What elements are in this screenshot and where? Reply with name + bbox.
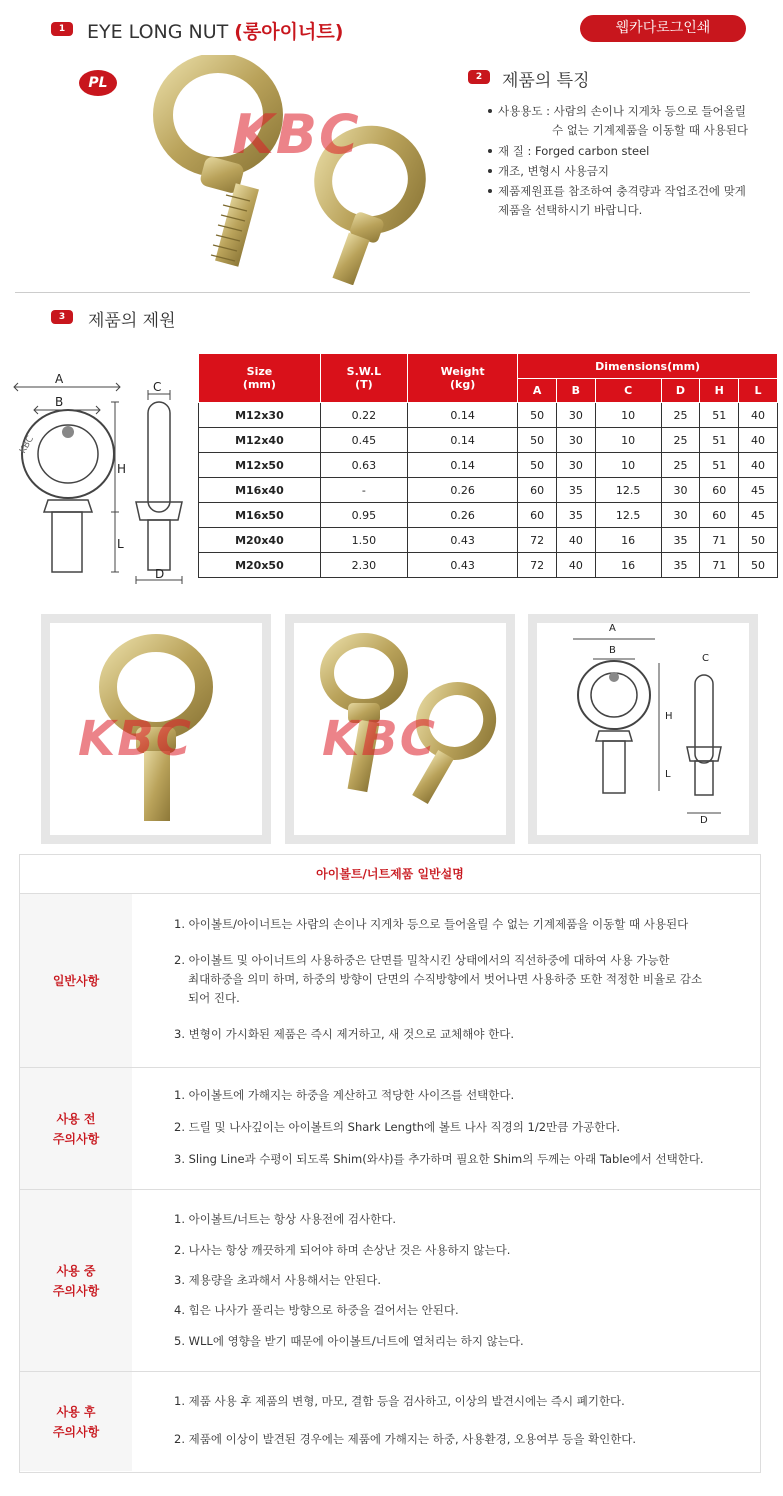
table-cell: 72 — [518, 553, 557, 578]
list-item: 1. 제품 사용 후 제품의 변형, 마모, 결함 등을 검사하고, 이상의 발견시에는 즉시 폐기한다. — [174, 1394, 625, 1408]
dim-label-l: L — [665, 769, 671, 780]
feature-item — [488, 163, 609, 179]
dim-label-a: A — [609, 623, 616, 634]
product-photo — [130, 55, 430, 285]
feature-item — [488, 183, 746, 218]
list-item: 1. 아이볼트에 가해지는 하중을 계산하고 적당한 사이즈를 선택한다. — [174, 1088, 515, 1102]
table-cell: 0.45 — [320, 428, 407, 453]
table-cell: 40 — [556, 528, 595, 553]
list-item: 3. 제용량을 초과해서 사용해서는 안된다. — [174, 1273, 381, 1287]
dim-label-d: D — [155, 567, 165, 581]
table-cell: 35 — [661, 553, 700, 578]
table-cell: 10 — [595, 453, 661, 478]
general-description — [19, 854, 761, 1473]
dim-label-c: C — [153, 380, 162, 394]
section-after-use — [20, 1372, 760, 1471]
table-cell: 51 — [700, 403, 739, 428]
table-cell: 50 — [739, 528, 778, 553]
watermark-kbc: KBC — [78, 711, 194, 767]
feature-item — [488, 143, 649, 159]
table-cell: 0.26 — [408, 503, 518, 528]
col-b: B — [556, 379, 595, 403]
table-cell: 40 — [739, 453, 778, 478]
table-cell: 30 — [661, 503, 700, 528]
table-cell: 51 — [700, 428, 739, 453]
dim-label-c: C — [702, 653, 709, 664]
dim-label-h: H — [117, 462, 127, 476]
table-cell: 50 — [518, 403, 557, 428]
table-cell: 0.14 — [408, 428, 518, 453]
general-title: 아이볼트/너트제품 일반설명 — [20, 855, 760, 894]
feature-item — [488, 103, 748, 138]
table-cell: M12x50 — [199, 453, 321, 478]
table-row — [199, 478, 778, 503]
photo-box-1 — [41, 614, 271, 844]
web-catalog-print-button[interactable]: 웹카다로그인쇄 — [580, 15, 746, 42]
table-cell: 71 — [700, 528, 739, 553]
dim-label-a: A — [55, 372, 64, 386]
dim-label-b: B — [609, 645, 616, 656]
dim-label-h: H — [665, 711, 673, 722]
dim-label-b: B — [55, 395, 64, 409]
table-cell: 25 — [661, 428, 700, 453]
table-cell: 25 — [661, 453, 700, 478]
table-row — [199, 428, 778, 453]
table-row — [199, 403, 778, 428]
table-cell: 35 — [661, 528, 700, 553]
list-item: 3. Sling Line과 수평이 되도록 Shim(와샤)를 추가하며 필요한 Shim의 두께는 아래 Table에서 선택한다. — [174, 1152, 704, 1166]
watermark-kbc: KBC — [232, 103, 361, 166]
section-3-badge: 3 — [51, 310, 73, 324]
table-cell: 10 — [595, 428, 661, 453]
table-cell: 60 — [518, 478, 557, 503]
title-en: EYE LONG NUT — [87, 21, 235, 43]
specs-title: 제품의 제원 — [88, 311, 176, 331]
list-item: 1. 아이볼트/너트는 항상 사용전에 검사한다. — [174, 1212, 396, 1226]
section-1-badge: 1 — [51, 22, 73, 36]
feature-line: 제품을 선택하시기 바랍니다. — [498, 203, 643, 217]
bullet-icon — [488, 109, 492, 113]
table-row — [199, 453, 778, 478]
dim-label-d: D — [700, 815, 708, 826]
table-cell: 10 — [595, 403, 661, 428]
table-cell: 40 — [739, 403, 778, 428]
list-item: 2. 제품에 이상이 발견된 경우에는 제품에 가해지는 하중, 사용환경, 오용여부 등을 확인한다. — [174, 1432, 637, 1446]
feature-line: 사용용도 : 사람의 손이나 지게차 등으로 들어올릴 — [498, 104, 746, 118]
section-label: 사용 전 주의사항 — [20, 1068, 132, 1189]
list-item: 2. 나사는 항상 깨끗하게 되어야 하며 손상난 것은 사용하지 않는다. — [174, 1243, 511, 1257]
section-2-badge: 2 — [468, 70, 490, 84]
col-d: D — [661, 379, 700, 403]
table-cell: 60 — [518, 503, 557, 528]
table-cell: 30 — [556, 428, 595, 453]
feature-line: 개조, 변형시 사용금지 — [498, 164, 609, 178]
features-title: 제품의 특징 — [502, 71, 590, 91]
table-cell: 35 — [556, 478, 595, 503]
photo-box-3 — [528, 614, 758, 844]
section-before-use — [20, 1068, 760, 1190]
col-a: A — [518, 379, 557, 403]
section-label: 사용 후 주의사항 — [20, 1372, 132, 1471]
page-title — [87, 17, 343, 44]
table-row — [199, 553, 778, 578]
pl-logo: PL — [79, 70, 117, 96]
col-h: H — [700, 379, 739, 403]
table-cell: 0.95 — [320, 503, 407, 528]
watermark-kbc: KBC — [322, 711, 438, 767]
title-kr: (롱아이너트) — [234, 21, 344, 43]
table-cell: 12.5 — [595, 478, 661, 503]
table-cell: 0.14 — [408, 453, 518, 478]
list-item: 2. 드릴 및 나사깊이는 아이볼트의 Shark Length에 볼트 나사 직경의 1/2만큼 가공한다. — [174, 1120, 620, 1134]
table-cell: 0.22 — [320, 403, 407, 428]
dim-label-l: L — [117, 537, 124, 551]
dimension-diagram-small — [537, 623, 749, 835]
table-cell: M20x40 — [199, 528, 321, 553]
table-row — [199, 528, 778, 553]
table-cell: M16x40 — [199, 478, 321, 503]
feature-line: 재 질 : Forged carbon steel — [498, 144, 650, 158]
list-item: 1. 아이볼트/아이너트는 사람의 손이나 지게차 등으로 들어올릴 수 없는 기계제품을 이동할 때 사용된다 — [174, 917, 689, 931]
list-item: 5. WLL에 영향을 받기 때문에 아이볼트/너트에 열처리는 하지 않는다. — [174, 1334, 524, 1348]
table-cell: M16x50 — [199, 503, 321, 528]
feature-line: 제품제원표를 참조하여 충격량과 작업조건에 맞게 — [498, 184, 746, 198]
table-cell: 30 — [556, 453, 595, 478]
table-cell: 30 — [661, 478, 700, 503]
list-item: 4. 힘은 나사가 풀리는 방향으로 하중을 걸어서는 안된다. — [174, 1303, 459, 1317]
section-label: 사용 중 주의사항 — [20, 1190, 132, 1371]
divider — [15, 292, 750, 293]
table-cell: 50 — [739, 553, 778, 578]
table-cell: 12.5 — [595, 503, 661, 528]
table-cell: 71 — [700, 553, 739, 578]
table-cell: 51 — [700, 453, 739, 478]
bullet-icon — [488, 189, 492, 193]
table-cell: - — [320, 478, 407, 503]
table-cell: 0.43 — [408, 553, 518, 578]
photo-box-2 — [285, 614, 515, 844]
table-cell: 45 — [739, 503, 778, 528]
table-cell: 60 — [700, 478, 739, 503]
table-cell: 45 — [739, 478, 778, 503]
table-cell: 1.50 — [320, 528, 407, 553]
col-l: L — [739, 379, 778, 403]
col-weight: Weight (kg) — [408, 354, 518, 403]
section-label: 일반사항 — [20, 894, 132, 1067]
list-item: 3. 변형이 가시화된 제품은 즉시 제거하고, 새 것으로 교체해야 한다. — [174, 1027, 515, 1041]
col-c: C — [595, 379, 661, 403]
table-cell: M12x30 — [199, 403, 321, 428]
spec-table — [198, 353, 778, 578]
table-cell: 50 — [518, 453, 557, 478]
list-item: 2. 아이볼트 및 아이너트의 사용하중은 단면를 밀착시킨 상태에서의 직선하중에 대하여 사용 가능한 최대하중을 의미 하며, 하중의 방향이 단면의 수직방향에서 벗어나면 사용하중 또한 적정한 비율로 감소 되어 진다. — [174, 953, 703, 1005]
table-cell: 2.30 — [320, 553, 407, 578]
table-cell: M20x50 — [199, 553, 321, 578]
table-cell: 72 — [518, 528, 557, 553]
table-cell: 30 — [556, 403, 595, 428]
table-cell: M12x40 — [199, 428, 321, 453]
feature-line: 수 없는 기계제품을 이동할 때 사용된다 — [552, 123, 749, 137]
col-swl: S.W.L (T) — [320, 354, 407, 403]
table-cell: 40 — [556, 553, 595, 578]
table-cell: 35 — [556, 503, 595, 528]
table-cell: 0.43 — [408, 528, 518, 553]
section-during-use — [20, 1190, 760, 1372]
table-cell: 0.26 — [408, 478, 518, 503]
table-cell: 16 — [595, 528, 661, 553]
dimension-diagram — [8, 372, 196, 587]
table-cell: 16 — [595, 553, 661, 578]
table-cell: 50 — [518, 428, 557, 453]
table-cell: 0.14 — [408, 403, 518, 428]
bullet-icon — [488, 149, 492, 153]
table-cell: 0.63 — [320, 453, 407, 478]
section-general — [20, 894, 760, 1068]
col-size: Size (mm) — [199, 354, 321, 403]
table-row — [199, 503, 778, 528]
bullet-icon — [488, 169, 492, 173]
col-dimensions: Dimensions(mm) — [518, 354, 778, 379]
table-cell: 40 — [739, 428, 778, 453]
table-cell: 25 — [661, 403, 700, 428]
table-cell: 60 — [700, 503, 739, 528]
diagram-stamp: KBC — [18, 434, 36, 456]
